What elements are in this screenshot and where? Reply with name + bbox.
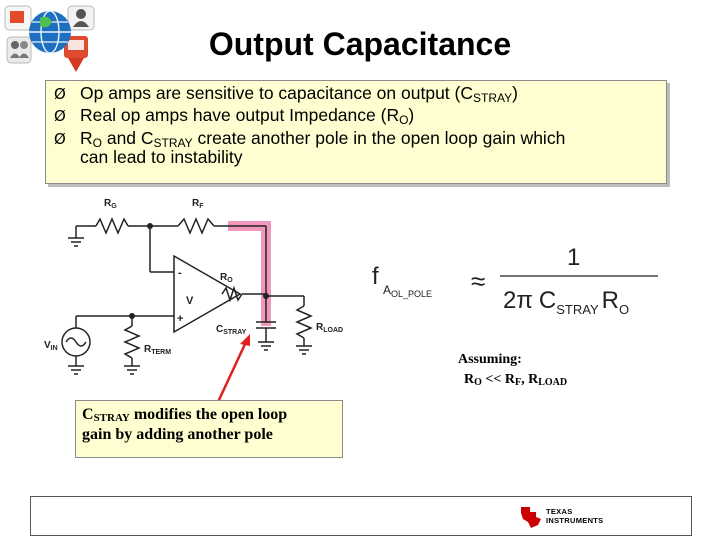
v-label: V bbox=[186, 295, 194, 307]
junction-dot bbox=[129, 313, 135, 319]
formula-denominator: 2π $C_{STRAY}$ $R_O$ bbox=[503, 287, 630, 317]
cstray-label: $C_{STRAY}$ bbox=[216, 324, 247, 336]
junction-dot bbox=[147, 223, 153, 229]
assumption-note: Assuming: $R_O << R_F$, $R_{LOAD}$ bbox=[458, 352, 568, 388]
plus-label: + bbox=[177, 313, 184, 325]
rterm-resistor bbox=[125, 326, 139, 358]
junction-dot bbox=[263, 293, 269, 299]
slide-title: Output Capacitance bbox=[208, 26, 512, 62]
bullet-arrow-icon: Ø bbox=[54, 130, 66, 148]
bullet-item: Ø Op amps are sensitive to capacitance on output $(C_{STRAY})$ bbox=[54, 83, 518, 105]
rload-label: $R_{LOAD}$ bbox=[316, 322, 344, 334]
opamp-symbol bbox=[174, 256, 240, 332]
rg-label: $R_G$ bbox=[104, 198, 117, 210]
pole-formula bbox=[372, 244, 658, 317]
minus-label: - bbox=[178, 267, 182, 279]
rload-resistor bbox=[297, 306, 311, 338]
rf-label: $R_F$ bbox=[192, 198, 204, 210]
callout-arrow bbox=[218, 342, 246, 402]
formula-subscript: $A_{OL\_POLE}$ bbox=[383, 283, 433, 299]
rterm-label: $R_{TERM}$ bbox=[144, 344, 172, 356]
output-highlight bbox=[228, 226, 266, 326]
bullet-arrow-icon: Ø bbox=[54, 85, 66, 103]
formula-approx: ≈ bbox=[471, 266, 486, 296]
formula-numerator: 1 bbox=[567, 244, 581, 271]
bullet-arrow-icon: Ø bbox=[54, 107, 66, 125]
formula-f: f bbox=[372, 263, 379, 290]
callout-box: $C_{STRAY}$ modifies the open loop gain by adding another pole bbox=[75, 400, 343, 458]
vin-label: $V_{IN}$ bbox=[44, 340, 58, 352]
bullet-item: Ø Real op amps have output Impedance $(R_O)$ bbox=[54, 105, 415, 127]
rf-resistor bbox=[178, 219, 214, 233]
ro-label: $R_O$ bbox=[220, 272, 233, 284]
rg-resistor bbox=[96, 219, 128, 233]
texas-instruments-logo: TEXAS INSTRUMENTS bbox=[518, 502, 628, 530]
ti-state-icon bbox=[518, 503, 544, 529]
bullet-item: Ø $R_O$ and $C_{STRAY}$ create another pole in the open loop gain which can lead to instability bbox=[54, 128, 566, 167]
